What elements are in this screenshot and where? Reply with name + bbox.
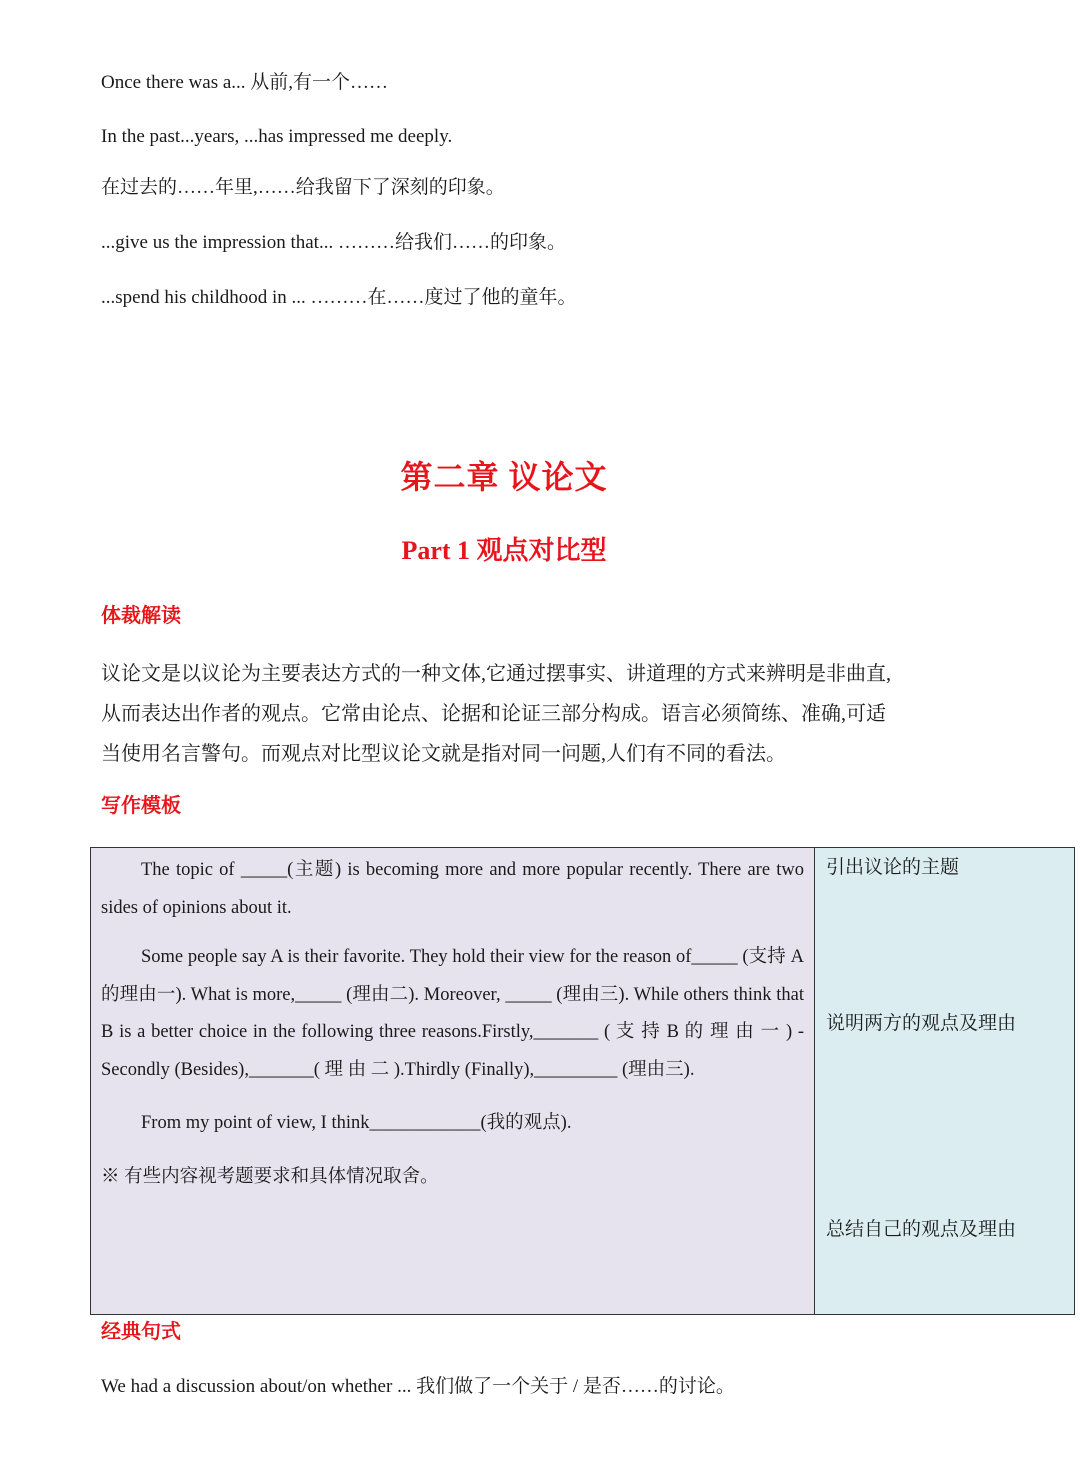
chapter-title: 第二章 议论文 — [400, 459, 608, 495]
genre-intro — [101, 654, 911, 774]
section-classic-heading: 经典句式 — [101, 1321, 181, 1343]
phrase-line-1: Once there was a... 从前,有一个…… — [101, 72, 389, 93]
phrase-line-2: In the past...years, ...has impressed me deeply. — [101, 126, 453, 147]
intro-line-3: 当使用名言警句。而观点对比型议论文就是指对同一问题,人们有不同的看法。 — [101, 743, 786, 765]
template-paragraph-1: The topic of _____(主题) is becoming more and more popular recently. There are two sides of opinions about it. — [101, 860, 804, 918]
phrase-line-3: 在过去的……年里,……给我留下了深刻的印象。 — [101, 177, 505, 198]
writing-template-table — [90, 847, 1075, 1315]
intro-line-1: 议论文是以议论为主要表达方式的一种文体,它通过摆事实、讲道理的方式来辨明是非曲直, — [101, 663, 891, 685]
section-genre-heading: 体裁解读 — [101, 605, 181, 627]
template-notes-cell — [815, 848, 1074, 1314]
section-template-heading: 写作模板 — [101, 795, 181, 817]
template-paragraph-3: From my point of view, I think____________(我的观点). — [141, 1113, 572, 1133]
classic-sentence-1: We had a discussion about/on whether ... 我们做了一个关于 / 是否……的讨论。 — [101, 1376, 735, 1397]
template-note: ※ 有些内容视考题要求和具体情况取舍。 — [101, 1166, 439, 1187]
note-summarize-opinion: 总结自己的观点及理由 — [826, 1219, 1017, 1240]
note-explain-both-sides: 说明两方的观点及理由 — [826, 1013, 1017, 1034]
part-title: Part 1 观点对比型 — [401, 536, 607, 565]
template-text-cell — [91, 848, 815, 1314]
note-introduce-topic: 引出议论的主题 — [826, 857, 960, 878]
phrase-line-4: ...give us the impression that... ………给我们……的印象。 — [101, 232, 566, 253]
template-paragraph-2: Some people say A is their favorite. They hold their view for the reason of_____ (支持 A 的理由一). What is more,_____ (理由二). Moreover, _____ (理由三). While others think that B is a better choice in the following three reasons.Firstly,_______ ( 支 持 B 的 理 由 一 ) - Secondly (Besides),_______( 理 由 二 ).Thirdly (Finally),_________ (理由三). — [101, 947, 804, 1080]
phrase-line-5: ...spend his childhood in ... ………在……度过了他的童年。 — [101, 287, 577, 308]
intro-line-2: 从而表达出作者的观点。它常由论点、论据和论证三部分构成。语言必须简练、准确,可适 — [101, 703, 886, 725]
